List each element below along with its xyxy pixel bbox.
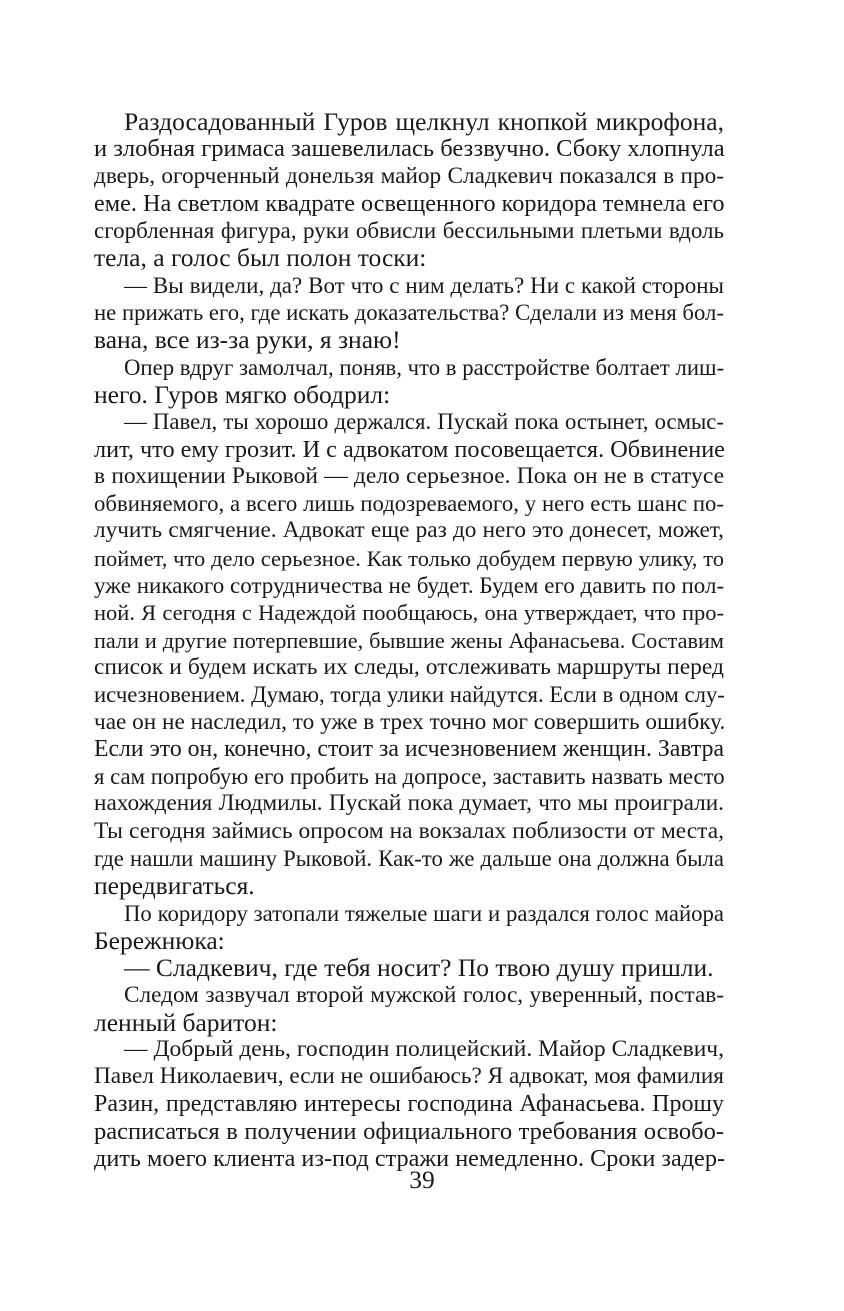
text-line: — Добрый день, господин полицейский. Майор Сладкевич, [124, 1036, 724, 1063]
text-line: еме. На светлом квадрате освещенного коридора темнела его [94, 189, 725, 217]
text-line: ленный баритон: [94, 1007, 278, 1037]
text-line: передвигаться. [94, 871, 255, 901]
text-line: лит, что ему грозит. И с адвокатом посовещается. Обвинение [94, 435, 725, 463]
text-line: Раздосадованный Гуров щелкнул кнопкой микрофона, [124, 107, 724, 136]
text-line: расписаться в получении официального требования освобо- [94, 1117, 724, 1145]
text-line: Ты сегодня займись опросом на вокзалах поблизости от места, [94, 817, 724, 844]
text-line: него. Гуров мягко ободрил: [94, 379, 391, 409]
text-line: Бережнюка: [94, 925, 225, 955]
text-line: — Вы видели, да? Вот что с ним делать? Ни с какой стороны [124, 272, 724, 298]
page-body-text [94, 108, 724, 1173]
text-line: лучить смягчение. Адвокат еще раз до него это донесет, может, [94, 517, 724, 544]
text-line: По коридору затопали тяжелые шаги и раздался голос майора [124, 900, 724, 926]
text-line: — Павел, ты хорошо держался. Пускай пока остынет, осмыс- [124, 409, 724, 435]
text-line: ной. Я сегодня с Надеждой пообщаюсь, она утверждает, что про- [94, 600, 724, 626]
text-line: где нашли машину Рыковой. Как-то же дальше она должна была [94, 846, 724, 872]
text-line: дверь, огорченный донельзя майор Сладкевич показался в про- [94, 162, 724, 189]
text-line: поймет, что дело серьезное. Как только добудем первую улику, то [94, 545, 724, 571]
text-line: дить моего клиента из-под стражи немедленно. Сроки задер- [94, 1145, 726, 1173]
text-line: список и будем искать их следы, отслеживать маршруты перед [94, 653, 724, 680]
text-line: тела, а голос был полон тоски: [94, 243, 427, 273]
text-line: уже никакого сотрудничества не будет. Будем его давить по пол- [94, 573, 725, 599]
text-line: Разин, представляю интересы господина Афанасьева. Прошу [94, 1090, 724, 1117]
text-line: чае он не наследил, то уже в трех точно мог совершить ошибку. [94, 708, 726, 735]
text-line: — Сладкевич, где тебя носит? По твою душу пришли. [124, 953, 714, 983]
text-line: Если это он, конечно, стоит за исчезновением женщин. Завтра [94, 735, 724, 762]
text-line: пали и другие потерпевшие, бывшие жены Афанасьева. Составим [94, 627, 724, 653]
text-line: Следом зазвучал второй мужской голос, уверенный, постав- [124, 981, 724, 1008]
text-line: исчезновением. Думаю, тогда улики найдутся. Если в одном слу- [94, 682, 725, 708]
text-line: обвиняемого, а всего лишь подозреваемого, у него есть шанс по- [94, 491, 724, 517]
page-number: 39 [409, 1165, 435, 1194]
text-line: сгорбленная фигура, руки обвисли бессильными плетьми вдоль [94, 218, 724, 244]
text-line: Опер вдруг замолчал, поняв, что в расстройстве болтает лиш- [124, 354, 725, 380]
text-line: вана, все из-за руки, я знаю! [94, 325, 401, 355]
text-line: не прижать его, где искать доказательства? Сделали из меня бол- [94, 300, 724, 326]
text-line: в похищении Рыковой — дело серьезное. Пока он не в статусе [94, 462, 724, 489]
text-line: Павел Николаевич, если не ошибаюсь? Я адвокат, моя фамилия [94, 1063, 724, 1090]
text-line: нахождения Людмилы. Пускай пока думает, что мы проиграли. [94, 790, 724, 817]
text-line: и злобная гримаса зашевелилась беззвучно. Сбоку хлопнула [94, 135, 725, 163]
text-line: я сам попробую его пробить на допросе, заставить назвать место [94, 764, 725, 790]
